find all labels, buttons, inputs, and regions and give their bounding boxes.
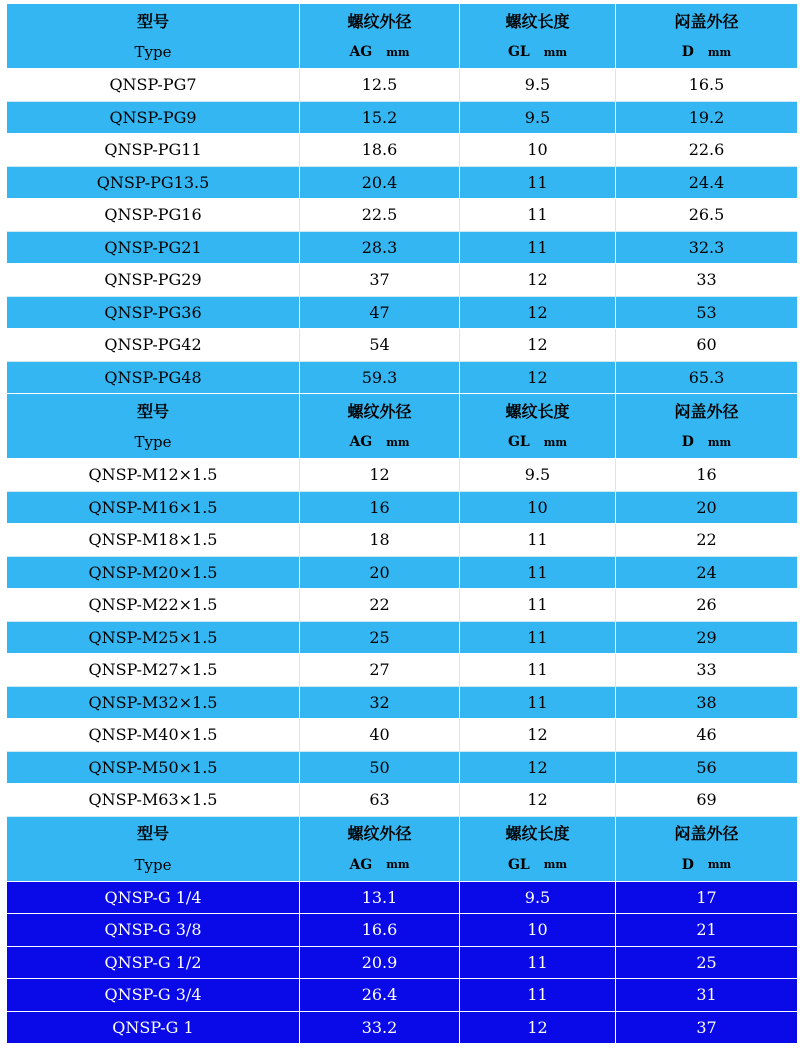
cell-model: QNSP-M63×1.5 [7,784,300,817]
subheader-gl-label: GL [507,434,530,450]
cell-thread-length: 10 [460,492,616,525]
cell-thread-length: 12 [460,784,616,817]
cell-model: QNSP-M20×1.5 [7,557,300,590]
cell-cap-diameter: 16.5 [616,69,797,102]
subheader-ag-label: AG [349,856,373,873]
table-row [7,752,797,785]
header-row [7,4,797,36]
header-thread-diameter: 螺纹外径 [300,817,460,849]
cell-thread-diameter: 13.1 [300,882,460,915]
cell-thread-length: 12 [460,752,616,785]
table-row [7,589,797,622]
table-section-pg [7,4,797,394]
table-row [7,492,797,525]
cell-cap-diameter: 33 [616,264,797,297]
header-row [7,394,797,426]
cell-thread-diameter: 20 [300,557,460,590]
subheader-type: Type [7,849,300,881]
subheader-d [616,849,797,881]
subheader-type: Type [7,36,300,68]
cell-cap-diameter: 25 [616,947,797,980]
cell-model: QNSP-PG48 [7,362,300,395]
subheader-gl [460,36,616,68]
unit-label: mm [707,858,732,871]
cell-thread-diameter: 50 [300,752,460,785]
subheader-ag [300,426,460,458]
unit-label: mm [543,858,568,871]
cell-model: QNSP-PG29 [7,264,300,297]
cell-thread-length: 12 [460,362,616,395]
cell-model: QNSP-PG36 [7,297,300,330]
table-body [7,459,797,817]
cell-cap-diameter: 69 [616,784,797,817]
subheader-gl-label: GL [507,856,530,873]
subheader-ag [300,849,460,881]
cell-cap-diameter: 37 [616,1012,797,1045]
cell-thread-length: 11 [460,654,616,687]
cell-cap-diameter: 46 [616,719,797,752]
cell-thread-length: 11 [460,687,616,720]
unit-label: mm [543,45,568,59]
header-model: 型号 [7,4,300,36]
cell-thread-length: 9.5 [460,459,616,492]
cell-thread-length: 12 [460,329,616,362]
cell-thread-length: 12 [460,264,616,297]
table-row [7,1012,797,1045]
cell-thread-diameter: 47 [300,297,460,330]
unit-label: mm [386,858,410,871]
cell-model: QNSP-PG21 [7,232,300,265]
cell-model: QNSP-M50×1.5 [7,752,300,785]
header-cap-diameter: 闷盖外径 [616,817,797,849]
subheader-row [7,426,797,459]
table-row [7,914,797,947]
cell-thread-diameter: 25 [300,622,460,655]
cell-cap-diameter: 16 [616,459,797,492]
table-body [7,882,797,1045]
table-row [7,232,797,265]
cell-thread-length: 12 [460,719,616,752]
cell-model: QNSP-M18×1.5 [7,524,300,557]
unit-label: mm [386,435,410,449]
subheader-type: Type [7,426,300,458]
cell-thread-length: 9.5 [460,882,616,915]
cell-model: QNSP-M12×1.5 [7,459,300,492]
cell-thread-length: 12 [460,297,616,330]
table-row [7,687,797,720]
cell-thread-diameter: 20.9 [300,947,460,980]
table-row [7,134,797,167]
cell-thread-length: 11 [460,589,616,622]
unit-label: mm [543,435,568,449]
cell-cap-diameter: 53 [616,297,797,330]
cell-model: QNSP-PG11 [7,134,300,167]
subheader-gl-label: GL [507,44,530,60]
header-model: 型号 [7,817,300,849]
cell-model: QNSP-M27×1.5 [7,654,300,687]
subheader-d-label: D [681,434,694,450]
subheader-ag-label: AG [349,434,373,450]
subheader-d-label: D [681,856,694,873]
cell-thread-length: 11 [460,947,616,980]
table-body [7,69,797,394]
unit-label: mm [707,45,732,59]
table-row [7,622,797,655]
subheader-row [7,36,797,69]
cell-cap-diameter: 22.6 [616,134,797,167]
header-cap-diameter: 闷盖外径 [616,4,797,36]
subheader-d-label: D [681,44,694,60]
cell-thread-diameter: 27 [300,654,460,687]
cell-cap-diameter: 60 [616,329,797,362]
subheader-ag-label: AG [349,44,373,60]
cell-model: QNSP-G 3/8 [7,914,300,947]
cell-cap-diameter: 26.5 [616,199,797,232]
table-row [7,654,797,687]
subheader-gl [460,426,616,458]
cell-thread-diameter: 15.2 [300,102,460,135]
cell-cap-diameter: 22 [616,524,797,557]
table-section-m [7,394,797,817]
cell-model: QNSP-M25×1.5 [7,622,300,655]
cell-model: QNSP-PG7 [7,69,300,102]
cell-thread-diameter: 54 [300,329,460,362]
table-section-g [7,817,797,1045]
cell-model: QNSP-M40×1.5 [7,719,300,752]
cell-model: QNSP-G 3/4 [7,979,300,1012]
cell-cap-diameter: 26 [616,589,797,622]
subheader-ag [300,36,460,68]
cell-thread-diameter: 32 [300,687,460,720]
cell-thread-length: 12 [460,1012,616,1045]
table-row [7,459,797,492]
cell-thread-length: 10 [460,914,616,947]
cell-cap-diameter: 32.3 [616,232,797,265]
cell-thread-diameter: 28.3 [300,232,460,265]
cell-cap-diameter: 31 [616,979,797,1012]
cell-cap-diameter: 21 [616,914,797,947]
cell-cap-diameter: 29 [616,622,797,655]
cell-thread-length: 9.5 [460,69,616,102]
cell-thread-diameter: 16 [300,492,460,525]
table-row [7,69,797,102]
cell-model: QNSP-PG9 [7,102,300,135]
cell-cap-diameter: 20 [616,492,797,525]
cell-thread-diameter: 22.5 [300,199,460,232]
subheader-d [616,36,797,68]
cell-cap-diameter: 17 [616,882,797,915]
cell-thread-diameter: 12 [300,459,460,492]
cell-model: QNSP-PG42 [7,329,300,362]
cell-thread-length: 11 [460,232,616,265]
subheader-row [7,849,797,882]
cell-cap-diameter: 33 [616,654,797,687]
cell-model: QNSP-G 1 [7,1012,300,1045]
cell-model: QNSP-G 1/4 [7,882,300,915]
cell-thread-length: 11 [460,524,616,557]
header-thread-length: 螺纹长度 [460,394,616,426]
cell-model: QNSP-M32×1.5 [7,687,300,720]
cell-cap-diameter: 65.3 [616,362,797,395]
table-row [7,719,797,752]
cell-thread-diameter: 18.6 [300,134,460,167]
cell-thread-length: 9.5 [460,102,616,135]
table-row [7,329,797,362]
cell-thread-length: 10 [460,134,616,167]
cell-thread-diameter: 33.2 [300,1012,460,1045]
header-row [7,817,797,849]
cell-thread-length: 11 [460,167,616,200]
table-row [7,557,797,590]
subheader-gl [460,849,616,881]
cell-thread-diameter: 26.4 [300,979,460,1012]
cell-cap-diameter: 24 [616,557,797,590]
table-row [7,947,797,980]
table-row [7,264,797,297]
table-row [7,167,797,200]
cell-thread-length: 11 [460,557,616,590]
cell-thread-length: 11 [460,199,616,232]
cell-model: QNSP-M16×1.5 [7,492,300,525]
header-thread-diameter: 螺纹外径 [300,394,460,426]
table-row [7,102,797,135]
spec-table [7,4,797,1044]
cell-cap-diameter: 38 [616,687,797,720]
cell-thread-diameter: 20.4 [300,167,460,200]
cell-thread-diameter: 59.3 [300,362,460,395]
table-row [7,882,797,915]
header-thread-diameter: 螺纹外径 [300,4,460,36]
table-row [7,362,797,395]
cell-cap-diameter: 24.4 [616,167,797,200]
cell-model: QNSP-M22×1.5 [7,589,300,622]
cell-thread-diameter: 63 [300,784,460,817]
cell-thread-diameter: 22 [300,589,460,622]
table-row [7,979,797,1012]
cell-thread-length: 11 [460,622,616,655]
cell-thread-diameter: 37 [300,264,460,297]
cell-model: QNSP-PG13.5 [7,167,300,200]
subheader-d [616,426,797,458]
unit-label: mm [386,45,410,59]
cell-thread-diameter: 12.5 [300,69,460,102]
cell-model: QNSP-PG16 [7,199,300,232]
cell-thread-diameter: 16.6 [300,914,460,947]
table-row [7,199,797,232]
cell-thread-diameter: 18 [300,524,460,557]
unit-label: mm [707,435,732,449]
header-model: 型号 [7,394,300,426]
cell-cap-diameter: 56 [616,752,797,785]
cell-thread-length: 11 [460,979,616,1012]
cell-thread-diameter: 40 [300,719,460,752]
cell-model: QNSP-G 1/2 [7,947,300,980]
table-row [7,297,797,330]
header-thread-length: 螺纹长度 [460,4,616,36]
cell-cap-diameter: 19.2 [616,102,797,135]
header-cap-diameter: 闷盖外径 [616,394,797,426]
header-thread-length: 螺纹长度 [460,817,616,849]
table-row [7,784,797,817]
table-row [7,524,797,557]
